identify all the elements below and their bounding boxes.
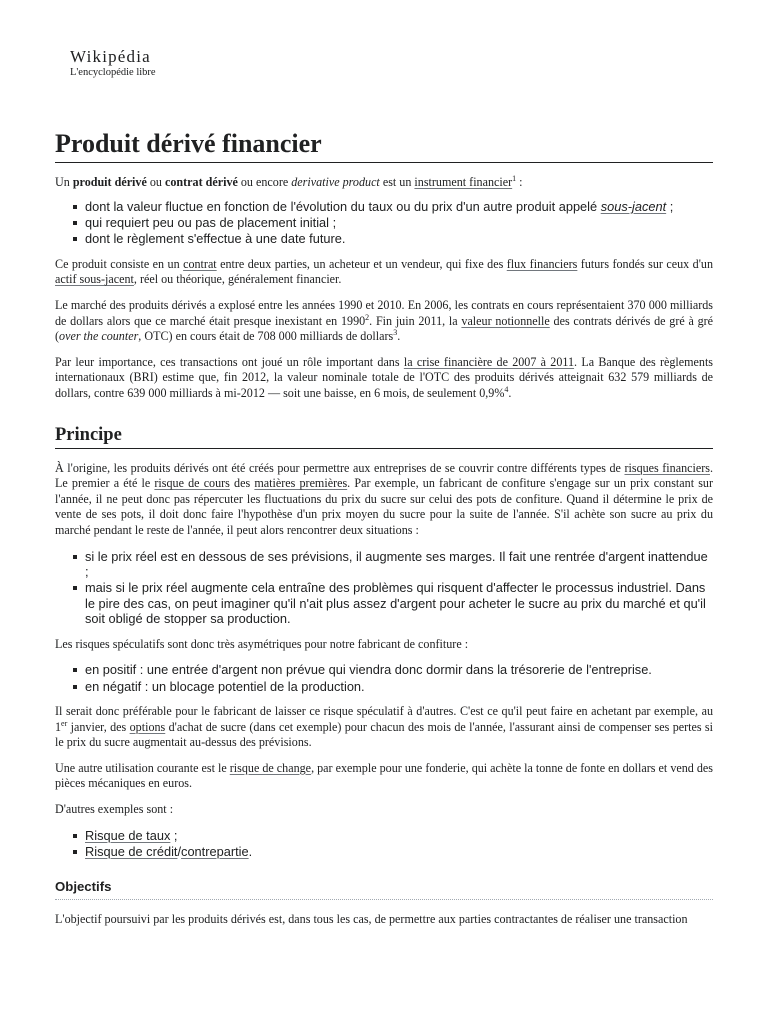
footnote-ref-3[interactable]: 3 bbox=[393, 328, 398, 338]
text: ; bbox=[170, 827, 178, 843]
link-actif-sous-jacent[interactable]: actif sous-jacent bbox=[55, 272, 134, 287]
link-risques-financiers[interactable]: risques financiers bbox=[624, 460, 710, 475]
principe-list-3 bbox=[55, 828, 713, 860]
logo-tagline: L'encyclopédie libre bbox=[70, 67, 156, 78]
text: . La Banque des règlements internationaux (BRI) estime que, fin 2012, la valeur nominale totale de l'OTC des produits dérivés atteignait 632 579 milliards de dollars, contre 639 000 milliards à mi-2012 — soit une baisse, en 6 mois, de seulement 0,9% bbox=[55, 354, 714, 400]
text: , par exemple pour une fonderie, qui achète la tonne de fonte en dollars et vend des pièces mécaniques en euros. bbox=[55, 760, 713, 791]
list-item bbox=[85, 828, 713, 843]
intro-paragraph-3 bbox=[55, 298, 713, 345]
link-risque-de-cours[interactable]: risque de cours bbox=[154, 476, 230, 491]
text: est un bbox=[379, 175, 415, 189]
footnote-ref-1[interactable]: 1 bbox=[512, 173, 517, 183]
text: des contrats dérivés de gré à gré ( bbox=[55, 313, 714, 344]
link-valeur-notionnelle[interactable]: valeur notionnelle bbox=[461, 313, 550, 328]
text: : bbox=[516, 175, 523, 189]
list-item: en négatif : un blocage potentiel de la production. bbox=[85, 679, 713, 694]
text: ou bbox=[146, 175, 165, 189]
list-item bbox=[85, 199, 713, 214]
link-risque-de-taux[interactable]: Risque de taux bbox=[85, 827, 171, 843]
text: ; bbox=[666, 198, 674, 214]
text: . bbox=[508, 385, 512, 400]
list-item bbox=[85, 844, 713, 859]
text: ou encore bbox=[237, 175, 292, 189]
text: À l'origine, les produits dérivés ont été créés pour permettre aux entreprises de se couvrir contre différents types de bbox=[55, 460, 625, 475]
text: . bbox=[248, 843, 253, 859]
link-matieres-premieres[interactable]: matières premières bbox=[254, 476, 348, 491]
link-risque-de-change[interactable]: risque de change bbox=[229, 760, 312, 775]
intro-list bbox=[55, 199, 713, 247]
bold-term: produit dérivé bbox=[72, 175, 147, 189]
text: . Par exemple, un fabricant de confiture s'engage sur un prix constant sur l'année, il ne peut donc pas répercuter les fluctuations du prix du sucre sur celui des pots de confiture. Quand il détermine le prix de vente de ses pots, il doit donc faire l'hypothèse d'un prix moyen du sucre pour la suite de l'année. S'il achète son sucre au prix du marché pendant le reste de l'année, il peut alors rencontrer deux situations : bbox=[55, 476, 713, 537]
article-body bbox=[55, 175, 713, 938]
text: entre deux parties, un acheteur et un vendeur, qui fixe des bbox=[216, 256, 507, 271]
text: d'achat de sucre (dans cet exemple) pour chacun des mois de l'année, l'assurant ainsi de compenser ses pertes si le prix du sucre augmentait au-dessus des prévisions. bbox=[55, 719, 714, 750]
text: . bbox=[397, 329, 401, 344]
italic-term: derivative product bbox=[291, 175, 380, 189]
text: Une autre utilisation courante est le bbox=[55, 760, 230, 775]
footnote-ref-2[interactable]: 2 bbox=[365, 312, 370, 322]
italic-term: over the counter bbox=[59, 329, 139, 344]
text: Un bbox=[55, 175, 73, 189]
text: Ce produit consiste en un bbox=[55, 256, 184, 271]
list-item: si le prix réel est en dessous de ses prévisions, il augmente ses marges. Il fait une rentrée d'argent inattendue ; bbox=[85, 549, 713, 580]
text: janvier, des bbox=[67, 719, 130, 734]
wikipedia-logo[interactable] bbox=[70, 48, 156, 79]
objectifs-paragraph-1: L'objectif poursuivi par les produits dérivés est, dans tous les cas, de permettre aux parties contractantes de réaliser une transaction bbox=[55, 912, 688, 927]
intro-paragraph-1 bbox=[55, 175, 713, 191]
superscript: er bbox=[61, 718, 68, 728]
list-item: en positif : une entrée d'argent non prévue qui viendra donc dormir dans la trésorerie de l'entreprise. bbox=[85, 662, 713, 677]
text: . Le premier a été le bbox=[55, 460, 713, 491]
principe-paragraph-2: Les risques spéculatifs sont donc très asymétriques pour notre fabricant de confiture : bbox=[55, 636, 469, 651]
bold-term: contrat dérivé bbox=[164, 175, 238, 189]
intro-paragraph-2 bbox=[55, 257, 713, 288]
text: , OTC) en cours était de 708 000 milliards de dollars bbox=[138, 329, 394, 344]
link-instrument-financier[interactable]: instrument financier bbox=[414, 175, 513, 189]
text: dont la valeur fluctue en fonction de l'évolution du taux ou du prix d'un autre produit appelé bbox=[85, 198, 601, 214]
text: des bbox=[229, 476, 255, 491]
intro-paragraph-4 bbox=[55, 355, 713, 402]
principe-paragraph-1 bbox=[55, 461, 713, 539]
section-heading-objectifs: Objectifs bbox=[55, 879, 713, 900]
text: / bbox=[177, 843, 182, 859]
text: futurs fondés sur ceux d'un bbox=[577, 256, 713, 271]
link-sous-jacent[interactable]: sous-jacent bbox=[600, 198, 667, 214]
principe-paragraph-3 bbox=[55, 704, 713, 751]
text: Par leur importance, ces transactions ont joué un rôle important dans bbox=[55, 354, 404, 369]
text: Le marché des produits dérivés a explosé entre les années 1990 et 2010. En 2006, les contrats en cours représentaient 370 000 milliards de dollars alors que ce marché était presque inexistant en 1990 bbox=[55, 298, 713, 328]
text: . Fin juin 2011, la bbox=[369, 313, 462, 328]
logo-wordmark: Wikipédia bbox=[70, 47, 151, 66]
principe-paragraph-5: D'autres exemples sont : bbox=[55, 801, 174, 816]
link-risque-de-credit[interactable]: Risque de crédit bbox=[85, 843, 178, 859]
section-heading-principe: Principe bbox=[55, 424, 713, 449]
principe-list-2 bbox=[55, 662, 713, 694]
text: Il serait donc préférable pour le fabricant de laisser ce risque spéculatif à d'autres. C'est ce qu'il peut faire en achetant par exemple, au 1 bbox=[55, 703, 713, 734]
list-item: qui requiert peu ou pas de placement initial ; bbox=[85, 215, 713, 230]
principe-list-1 bbox=[55, 549, 713, 627]
link-contrat[interactable]: contrat bbox=[183, 256, 217, 271]
link-contrepartie[interactable]: contrepartie bbox=[181, 843, 249, 859]
principe-paragraph-4 bbox=[55, 761, 713, 792]
text: , réel ou théorique, généralement financier. bbox=[133, 272, 342, 287]
page-title: Produit dérivé financier bbox=[55, 128, 713, 163]
list-item: dont le règlement s'effectue à une date future. bbox=[85, 231, 713, 246]
link-options[interactable]: options bbox=[129, 719, 166, 734]
link-crise-financiere[interactable]: la crise financière de 2007 à 2011 bbox=[403, 354, 575, 369]
footnote-ref-4[interactable]: 4 bbox=[504, 384, 509, 394]
link-flux-financiers[interactable]: flux financiers bbox=[506, 256, 578, 271]
list-item: mais si le prix réel augmente cela entraîne des problèmes qui risquent d'affecter le processus industriel. Dans le pire des cas, on peut imaginer qu'il n'ait plus assez d'argent pour acheter le sucre au prix du marché et qu'il soit obligé de stopper sa production. bbox=[85, 580, 713, 626]
